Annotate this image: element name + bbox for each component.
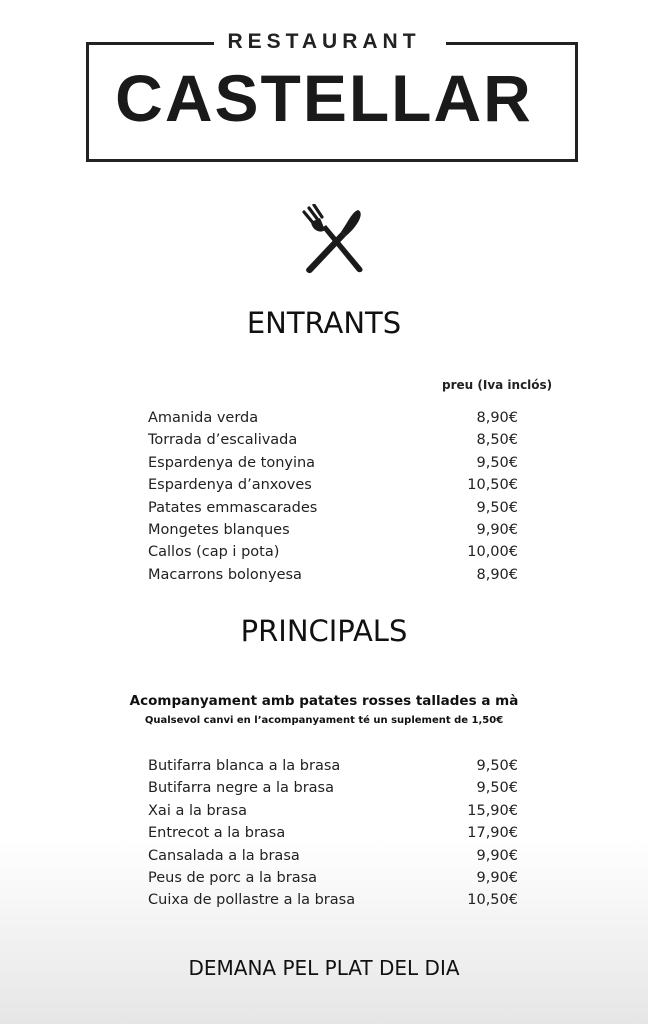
list-item xyxy=(148,845,518,867)
dish-price: 9,50€ xyxy=(476,758,518,774)
dish-name: Mongetes blanques xyxy=(148,521,290,538)
list-item xyxy=(148,519,518,541)
restaurant-label: RESTAURANT xyxy=(227,30,421,53)
list-item xyxy=(148,822,518,844)
dish-price: 10,50€ xyxy=(467,477,518,494)
dish-price: 8,50€ xyxy=(476,432,518,449)
dish-price: 8,90€ xyxy=(476,566,518,583)
dish-price: 9,50€ xyxy=(476,499,518,516)
list-item xyxy=(148,755,518,777)
fork-and-knife-icon xyxy=(298,204,368,276)
dish-name: Amanida verda xyxy=(148,410,259,426)
dish-price: 15,90€ xyxy=(467,802,518,819)
dish-name: Callos (cap i pota) xyxy=(148,544,280,561)
dish-name: Cuixa de pollastre a la brasa xyxy=(148,892,356,909)
dish-name: Entrecot a la brasa xyxy=(148,825,286,842)
list-item xyxy=(148,429,518,451)
restaurant-name: CASTELLAR xyxy=(115,61,533,135)
entrants-title: ENTRANTS xyxy=(246,306,402,340)
list-item xyxy=(148,541,518,563)
dish-name: Patates emmascarades xyxy=(148,499,318,516)
dish-price: 9,50€ xyxy=(476,454,518,471)
price-header: preu (Iva inclós) xyxy=(442,378,553,392)
dish-price: 9,90€ xyxy=(476,847,518,864)
side-dish-note: Acompanyament amb patates rosses tallades a mà xyxy=(129,693,519,709)
dish-name: Torrada d’escalivada xyxy=(148,432,298,449)
entrants-list xyxy=(148,407,518,586)
dish-name: Cansalada a la brasa xyxy=(148,847,300,864)
list-item xyxy=(148,474,518,496)
dish-name: Espardenya d’anxoves xyxy=(148,477,312,494)
dish-name: Xai a la brasa xyxy=(148,802,247,819)
dish-price: 17,90€ xyxy=(467,825,518,842)
principals-list xyxy=(148,755,518,912)
list-item xyxy=(148,867,518,889)
dish-price: 10,50€ xyxy=(467,892,518,909)
list-item xyxy=(148,564,518,586)
dish-name: Peus de porc a la brasa xyxy=(148,869,318,886)
list-item xyxy=(148,777,518,799)
dish-name: Butifarra blanca a la brasa xyxy=(148,758,341,774)
dish-price: 9,50€ xyxy=(476,780,518,797)
list-item xyxy=(148,407,518,429)
dish-of-the-day-banner: DEMANA PEL PLAT DEL DIA xyxy=(188,956,460,980)
dish-price: 8,90€ xyxy=(476,410,518,426)
dish-price: 9,90€ xyxy=(476,869,518,886)
list-item xyxy=(148,452,518,474)
supplement-note: Qualsevol canvi en l’acompanyament té un suplement de 1,50€ xyxy=(144,715,504,726)
dish-price: 9,90€ xyxy=(476,521,518,538)
dish-price: 10,00€ xyxy=(467,544,518,561)
list-item xyxy=(148,497,518,519)
dish-name: Butifarra negre a la brasa xyxy=(148,780,335,797)
list-item xyxy=(148,889,518,911)
dish-name: Espardenya de tonyina xyxy=(148,454,316,471)
dish-name: Macarrons bolonyesa xyxy=(148,566,302,583)
principals-title: PRINCIPALS xyxy=(240,614,408,648)
list-item xyxy=(148,800,518,822)
